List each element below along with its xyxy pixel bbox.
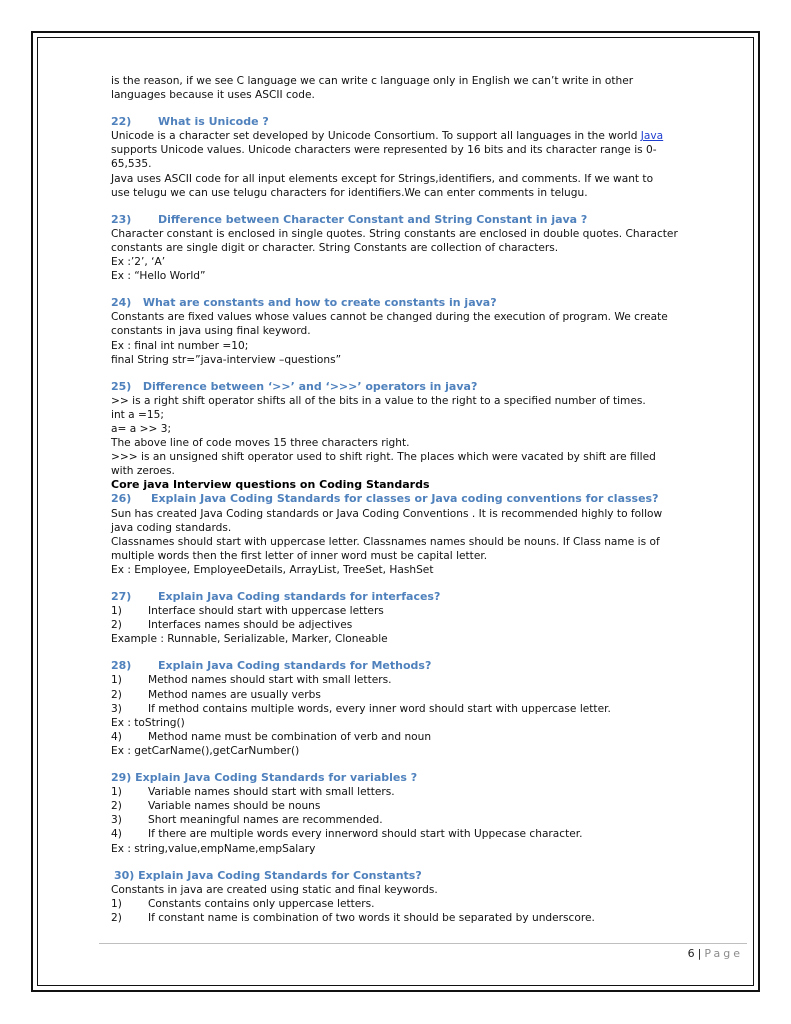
- list-number: 3): [111, 814, 122, 827]
- page-label: Page: [704, 947, 743, 960]
- q26-line: Classnames should start with uppercase letter. Classnames names should be nouns. If Class name is of: [111, 535, 660, 548]
- q26-title: Explain Java Coding Standards for classes or Java coding conventions for classes?: [151, 492, 659, 506]
- list-item: [111, 911, 721, 925]
- q28-example: Ex : toString(): [111, 716, 185, 729]
- list-number: 4): [111, 828, 122, 841]
- q23-line: constants are single digit or character. String Constants are collection of characters.: [111, 241, 559, 254]
- list-text: Variable names should start with small letters.: [148, 786, 395, 799]
- q24-line: final String str=”java-interview –questions”: [111, 353, 342, 366]
- list-number: 2): [111, 800, 122, 813]
- q25-line: >>> is an unsigned shift operator used to shift right. The places which were vacated by shift are filled: [111, 451, 656, 464]
- list-item: [111, 813, 721, 827]
- q28-title: Explain Java Coding standards for Methods?: [158, 659, 432, 673]
- list-item: [111, 730, 721, 744]
- list-number: 1): [111, 674, 122, 687]
- q29-example: Ex : string,value,empName,empSalary: [111, 842, 316, 855]
- list-text: If method contains multiple words, every inner word should start with uppercase letter.: [148, 702, 611, 715]
- q25-line: a= a >> 3;: [111, 422, 172, 435]
- list-text: Interface should start with uppercase letters: [148, 605, 384, 618]
- list-text: Method names should start with small letters.: [148, 674, 392, 687]
- q23-line: Character constant is enclosed in single quotes. String constants are enclosed in double quotes. Character: [111, 227, 678, 240]
- java-link[interactable]: Java: [640, 130, 664, 143]
- q22-title: What is Unicode ?: [158, 115, 269, 129]
- list-item: [111, 604, 721, 618]
- page-number: 6: [687, 947, 695, 960]
- list-number: 1): [111, 786, 122, 799]
- q28-heading: [111, 659, 721, 673]
- list-item: [111, 799, 721, 813]
- list-item: [111, 688, 721, 702]
- q30-line: Constants in java are created using static and final keywords.: [111, 883, 438, 896]
- list-number: 2): [111, 619, 122, 632]
- q22-number: 22): [111, 115, 132, 129]
- list-number: 1): [111, 897, 122, 910]
- list-item: [111, 673, 721, 687]
- list-item: [111, 897, 721, 911]
- q23-line: Ex : “Hello World”: [111, 270, 206, 283]
- q26-number: 26): [111, 492, 132, 506]
- q24-line: Constants are fixed values whose values cannot be changed during the execution of program. We create: [111, 311, 668, 324]
- q25-line: The above line of code moves 15 three characters right.: [111, 437, 410, 450]
- q27-title: Explain Java Coding standards for interfaces?: [158, 590, 441, 603]
- list-text: If there are multiple words every innerword should start with Uppecase character.: [148, 828, 583, 841]
- q24-heading: 24) What are constants and how to create constants in java?: [111, 296, 497, 310]
- list-number: 3): [111, 702, 122, 715]
- q23-heading: [111, 213, 721, 227]
- q22-line-text: Unicode is a character set developed by Unicode Consortium. To support all languages in the world: [111, 130, 641, 143]
- page-footer: [688, 947, 743, 960]
- q25-line: >> is a right shift operator shifts all of the bits in a value to the right to a specified number of times.: [111, 394, 646, 407]
- q22-line: [111, 129, 721, 143]
- q25-line: int a =15;: [111, 408, 164, 421]
- intro-line: is the reason, if we see C language we can write c language only in English we can’t write in other: [111, 75, 634, 87]
- q27-heading: [111, 590, 721, 604]
- list-number: 2): [111, 911, 122, 924]
- list-number: 2): [111, 688, 122, 701]
- q22-line: 65,535.: [111, 158, 152, 171]
- q26-line: Ex : Employee, EmployeeDetails, ArrayList, TreeSet, HashSet: [111, 563, 434, 576]
- q27-example: Example : Runnable, Serializable, Marker, Cloneable: [111, 633, 388, 646]
- q26-line: multiple words then the first letter of inner word must be capital letter.: [111, 549, 488, 562]
- q28-number: 28): [111, 659, 132, 673]
- q23-line: Ex :’2’, ‘A’: [111, 256, 166, 269]
- q30-heading: 30) Explain Java Coding Standards for Constants?: [114, 868, 422, 882]
- q22-line: Java uses ASCII code for all input elements except for Strings,identifiers, and comments. If we want to: [111, 172, 654, 185]
- list-text: Method name must be combination of verb and noun: [148, 730, 432, 743]
- q26-heading: [111, 492, 721, 506]
- q22-heading: [111, 115, 721, 129]
- list-text: Short meaningful names are recommended.: [148, 814, 383, 827]
- list-item: [111, 618, 721, 632]
- list-item: [111, 785, 721, 799]
- list-item: [111, 827, 721, 841]
- intro-line: languages because it uses ASCII code.: [111, 89, 315, 102]
- footer-separator: |: [697, 947, 702, 960]
- document-body: [111, 74, 721, 925]
- q23-number: 23): [111, 212, 132, 226]
- section-title: Core java Interview questions on Coding Standards: [111, 478, 430, 492]
- q22-line: use telugu we can use telugu characters for identifiers.We can enter comments in telugu.: [111, 186, 588, 199]
- q25-line: with zeroes.: [111, 465, 175, 478]
- q27-number: 27): [111, 590, 132, 603]
- list-number: 4): [111, 730, 122, 743]
- footer-divider: [99, 943, 747, 944]
- q29-heading: 29) Explain Java Coding Standards for variables ?: [111, 771, 418, 785]
- q24-line: constants in java using final keyword.: [111, 325, 311, 338]
- q26-line: java coding standards.: [111, 521, 232, 534]
- q28-example: Ex : getCarName(),getCarNumber(): [111, 744, 300, 757]
- q24-line: Ex : final int number =10;: [111, 339, 249, 352]
- list-text: If constant name is combination of two words it should be separated by underscore.: [148, 911, 595, 924]
- q26-line: Sun has created Java Coding standards or Java Coding Conventions . It is recommended highly to follow: [111, 507, 663, 520]
- list-text: Constants contains only uppercase letters.: [148, 897, 375, 910]
- list-item: [111, 702, 721, 716]
- list-text: Method names are usually verbs: [148, 688, 321, 701]
- q25-heading: 25) Difference between ‘>>’ and ‘>>>’ operators in java?: [111, 379, 478, 393]
- list-text: Interfaces names should be adjectives: [148, 619, 353, 632]
- q23-title: Difference between Character Constant and String Constant in java ?: [158, 212, 588, 226]
- list-number: 1): [111, 605, 122, 618]
- list-text: Variable names should be nouns: [148, 800, 321, 813]
- q22-line: supports Unicode values. Unicode characters were represented by 16 bits and its character range is 0-: [111, 144, 657, 157]
